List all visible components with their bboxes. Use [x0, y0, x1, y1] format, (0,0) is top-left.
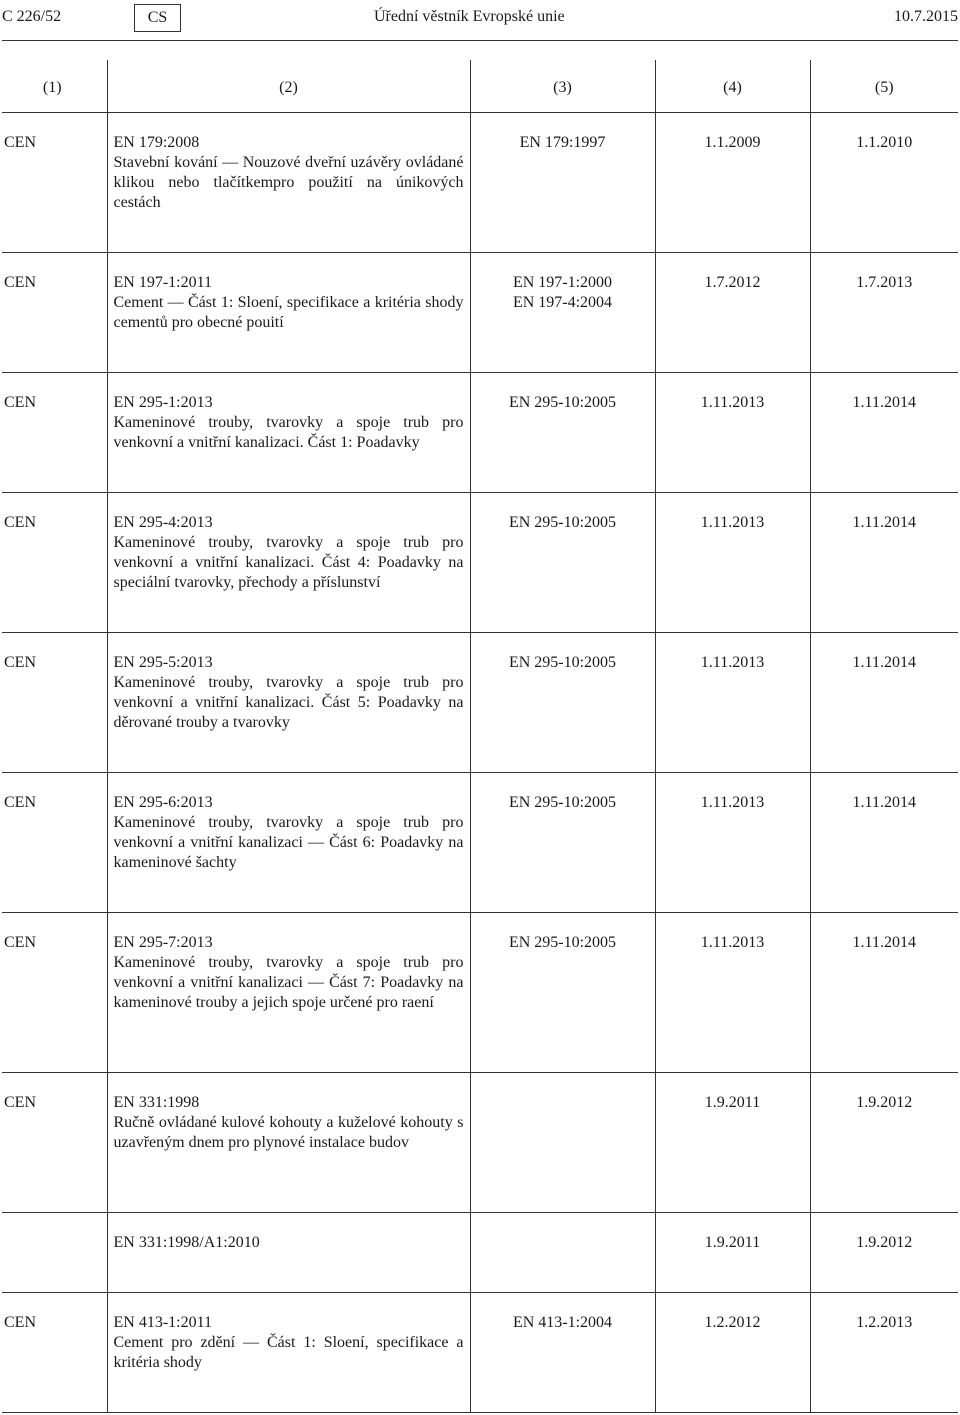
standard-cell [107, 1292, 470, 1412]
standard-reference: EN 295-5:2013 [113, 653, 213, 671]
standard-reference: EN 331:1998/A1:2010 [113, 1233, 260, 1251]
organisation-cell [2, 372, 107, 492]
organisation-cell [2, 1292, 107, 1412]
cessation-date: 1.2.2013 [856, 1313, 913, 1331]
standard-title: Kameninové trouby, tvarovky a spoje trub pro venkovní a vnitřní kanalizaci. Část 1: Poadavky [113, 413, 464, 451]
presumption-date: 1.9.2011 [704, 1093, 761, 1111]
organisation-text: CEN [4, 1313, 36, 1331]
cessation-date-cell [810, 632, 958, 772]
organisation-text: CEN [4, 1093, 36, 1111]
presumption-date: 1.11.2013 [700, 393, 765, 411]
superseded-cell [470, 1212, 655, 1292]
standard-cell [107, 112, 470, 252]
organisation-text: CEN [4, 653, 36, 671]
table-row [2, 912, 958, 1072]
table-row [2, 1072, 958, 1212]
cessation-date-cell [810, 1292, 958, 1412]
standard-cell [107, 772, 470, 912]
organisation-text: CEN [4, 933, 36, 951]
superseded-cell [470, 772, 655, 912]
standard-reference: EN 331:1998 [113, 1093, 200, 1111]
cessation-date: 1.11.2014 [852, 933, 916, 951]
presumption-date-cell [655, 252, 810, 372]
superseded-cell [470, 632, 655, 772]
organisation-text: CEN [4, 273, 36, 291]
cessation-date: 1.7.2013 [856, 273, 913, 291]
journal-title: Úřední věstník Evropské unie [374, 8, 565, 25]
cessation-date: 1.11.2014 [852, 393, 916, 411]
standard-title: Kameninové trouby, tvarovky a spoje trub pro venkovní a vnitřní kanalizaci. Část 5: Poadavky na děrované trouby a tvarovky [113, 673, 464, 731]
table-row [2, 1212, 958, 1292]
superseded-standard: EN 179:1997 [519, 133, 606, 151]
cessation-date-cell [810, 1072, 958, 1212]
language-badge: CS [134, 4, 181, 32]
column-header: (1) [2, 60, 107, 112]
cessation-date-cell [810, 372, 958, 492]
column-header: (5) [810, 60, 958, 112]
organisation-cell [2, 112, 107, 252]
standard-title: Stavební kování — Nouzové dveřní uzávěry ovládané klikou nebo tlačítkempro použití na únikových cestách [113, 153, 464, 211]
presumption-date: 1.11.2013 [700, 793, 765, 811]
standard-cell [107, 252, 470, 372]
header-divider [2, 40, 958, 41]
standard-cell [107, 1212, 470, 1292]
standard-title: Kameninové trouby, tvarovky a spoje trub pro venkovní a vnitřní kanalizaci — Část 7: Poadavky na kameninové trouby a jejich spoje určené pro raení [113, 953, 464, 1011]
standard-cell [107, 492, 470, 632]
presumption-date: 1.7.2012 [704, 273, 761, 291]
table-row [2, 252, 958, 372]
standards-table [2, 60, 958, 1413]
presumption-date: 1.2.2012 [704, 1313, 761, 1331]
presumption-date-cell [655, 912, 810, 1072]
organisation-text: CEN [4, 793, 36, 811]
organisation-cell [2, 492, 107, 632]
table-row [2, 372, 958, 492]
table-row [2, 772, 958, 912]
superseded-cell [470, 252, 655, 372]
cessation-date-cell [810, 112, 958, 252]
standard-reference: EN 197-1:2011 [113, 273, 213, 291]
cessation-date-cell [810, 772, 958, 912]
superseded-standard: EN 295-10:2005 [508, 933, 617, 951]
superseded-cell [470, 372, 655, 492]
organisation-cell [2, 772, 107, 912]
organisation-cell [2, 912, 107, 1072]
cessation-date: 1.11.2014 [852, 793, 916, 811]
column-header: (2) [107, 60, 470, 112]
standard-reference: EN 295-1:2013 [113, 393, 213, 411]
presumption-date-cell [655, 1072, 810, 1212]
superseded-standard: EN 295-10:2005 [508, 393, 617, 411]
standard-title: Kameninové trouby, tvarovky a spoje trub pro venkovní a vnitřní kanalizaci. Část 4: Poadavky na speciální tvarovky, přechody a příslunství [113, 533, 464, 591]
superseded-cell [470, 112, 655, 252]
standard-cell [107, 1072, 470, 1212]
presumption-date-cell [655, 772, 810, 912]
standard-reference: EN 179:2008 [113, 133, 200, 151]
standard-cell [107, 912, 470, 1072]
standard-reference: EN 413-1:2011 [113, 1313, 213, 1331]
cessation-date: 1.11.2014 [852, 653, 916, 671]
standard-reference: EN 295-7:2013 [113, 933, 213, 951]
standard-title: Kameninové trouby, tvarovky a spoje trub pro venkovní a vnitřní kanalizaci — Část 6: Poadavky na kameninové šachty [113, 813, 464, 871]
superseded-standard: EN 295-10:2005 [508, 513, 617, 531]
superseded-standard: EN 413-1:2004 [512, 1313, 613, 1331]
presumption-date-cell [655, 1292, 810, 1412]
presumption-date-cell [655, 112, 810, 252]
superseded-standard: EN 197-1:2000 [512, 273, 613, 291]
superseded-cell [470, 1072, 655, 1212]
superseded-standard: EN 295-10:2005 [508, 793, 617, 811]
organisation-text: CEN [4, 393, 36, 411]
presumption-date: 1.9.2011 [704, 1233, 761, 1251]
organisation-cell [2, 1212, 107, 1292]
superseded-standard: EN 295-10:2005 [508, 653, 617, 671]
page-header [0, 8, 960, 30]
presumption-date: 1.11.2013 [700, 513, 765, 531]
page-reference: C 226/52 [2, 8, 62, 25]
organisation-text: CEN [4, 133, 36, 151]
organisation-text: CEN [4, 513, 36, 531]
standard-cell [107, 632, 470, 772]
table-row [2, 492, 958, 632]
cessation-date: 1.1.2010 [856, 133, 913, 151]
cessation-date: 1.11.2014 [852, 513, 916, 531]
cessation-date-cell [810, 912, 958, 1072]
standard-reference: EN 295-6:2013 [113, 793, 213, 811]
cessation-date: 1.9.2012 [856, 1093, 913, 1111]
table-row [2, 632, 958, 772]
superseded-standard: EN 197-4:2004 [512, 293, 613, 311]
superseded-cell [470, 1292, 655, 1412]
presumption-date-cell [655, 492, 810, 632]
standard-title: Cement — Část 1: Sloení, specifikace a kritéria shody cementů pro obecné pouití [113, 293, 464, 331]
column-header: (3) [470, 60, 655, 112]
cessation-date-cell [810, 492, 958, 632]
cessation-date-cell [810, 252, 958, 372]
issue-date: 10.7.2015 [894, 8, 958, 25]
presumption-date: 1.11.2013 [700, 933, 765, 951]
organisation-cell [2, 1072, 107, 1212]
standard-reference: EN 295-4:2013 [113, 513, 213, 531]
superseded-cell [470, 912, 655, 1072]
cessation-date-cell [810, 1212, 958, 1292]
standard-title: Cement pro zdění — Část 1: Sloení, specifikace a kritéria shody [113, 1333, 464, 1371]
standard-cell [107, 372, 470, 492]
presumption-date: 1.1.2009 [704, 133, 761, 151]
presumption-date-cell [655, 1212, 810, 1292]
standard-title: Ručně ovládané kulové kohouty a kuželové kohouty s uzavřeným dnem pro plynové instalace budov [113, 1113, 464, 1151]
presumption-date: 1.11.2013 [700, 653, 765, 671]
table-row [2, 112, 958, 252]
superseded-cell [470, 492, 655, 632]
column-header: (4) [655, 60, 810, 112]
cessation-date: 1.9.2012 [856, 1233, 913, 1251]
column-header-row [2, 60, 958, 112]
table-row [2, 1292, 958, 1412]
presumption-date-cell [655, 372, 810, 492]
organisation-cell [2, 632, 107, 772]
presumption-date-cell [655, 632, 810, 772]
organisation-cell [2, 252, 107, 372]
